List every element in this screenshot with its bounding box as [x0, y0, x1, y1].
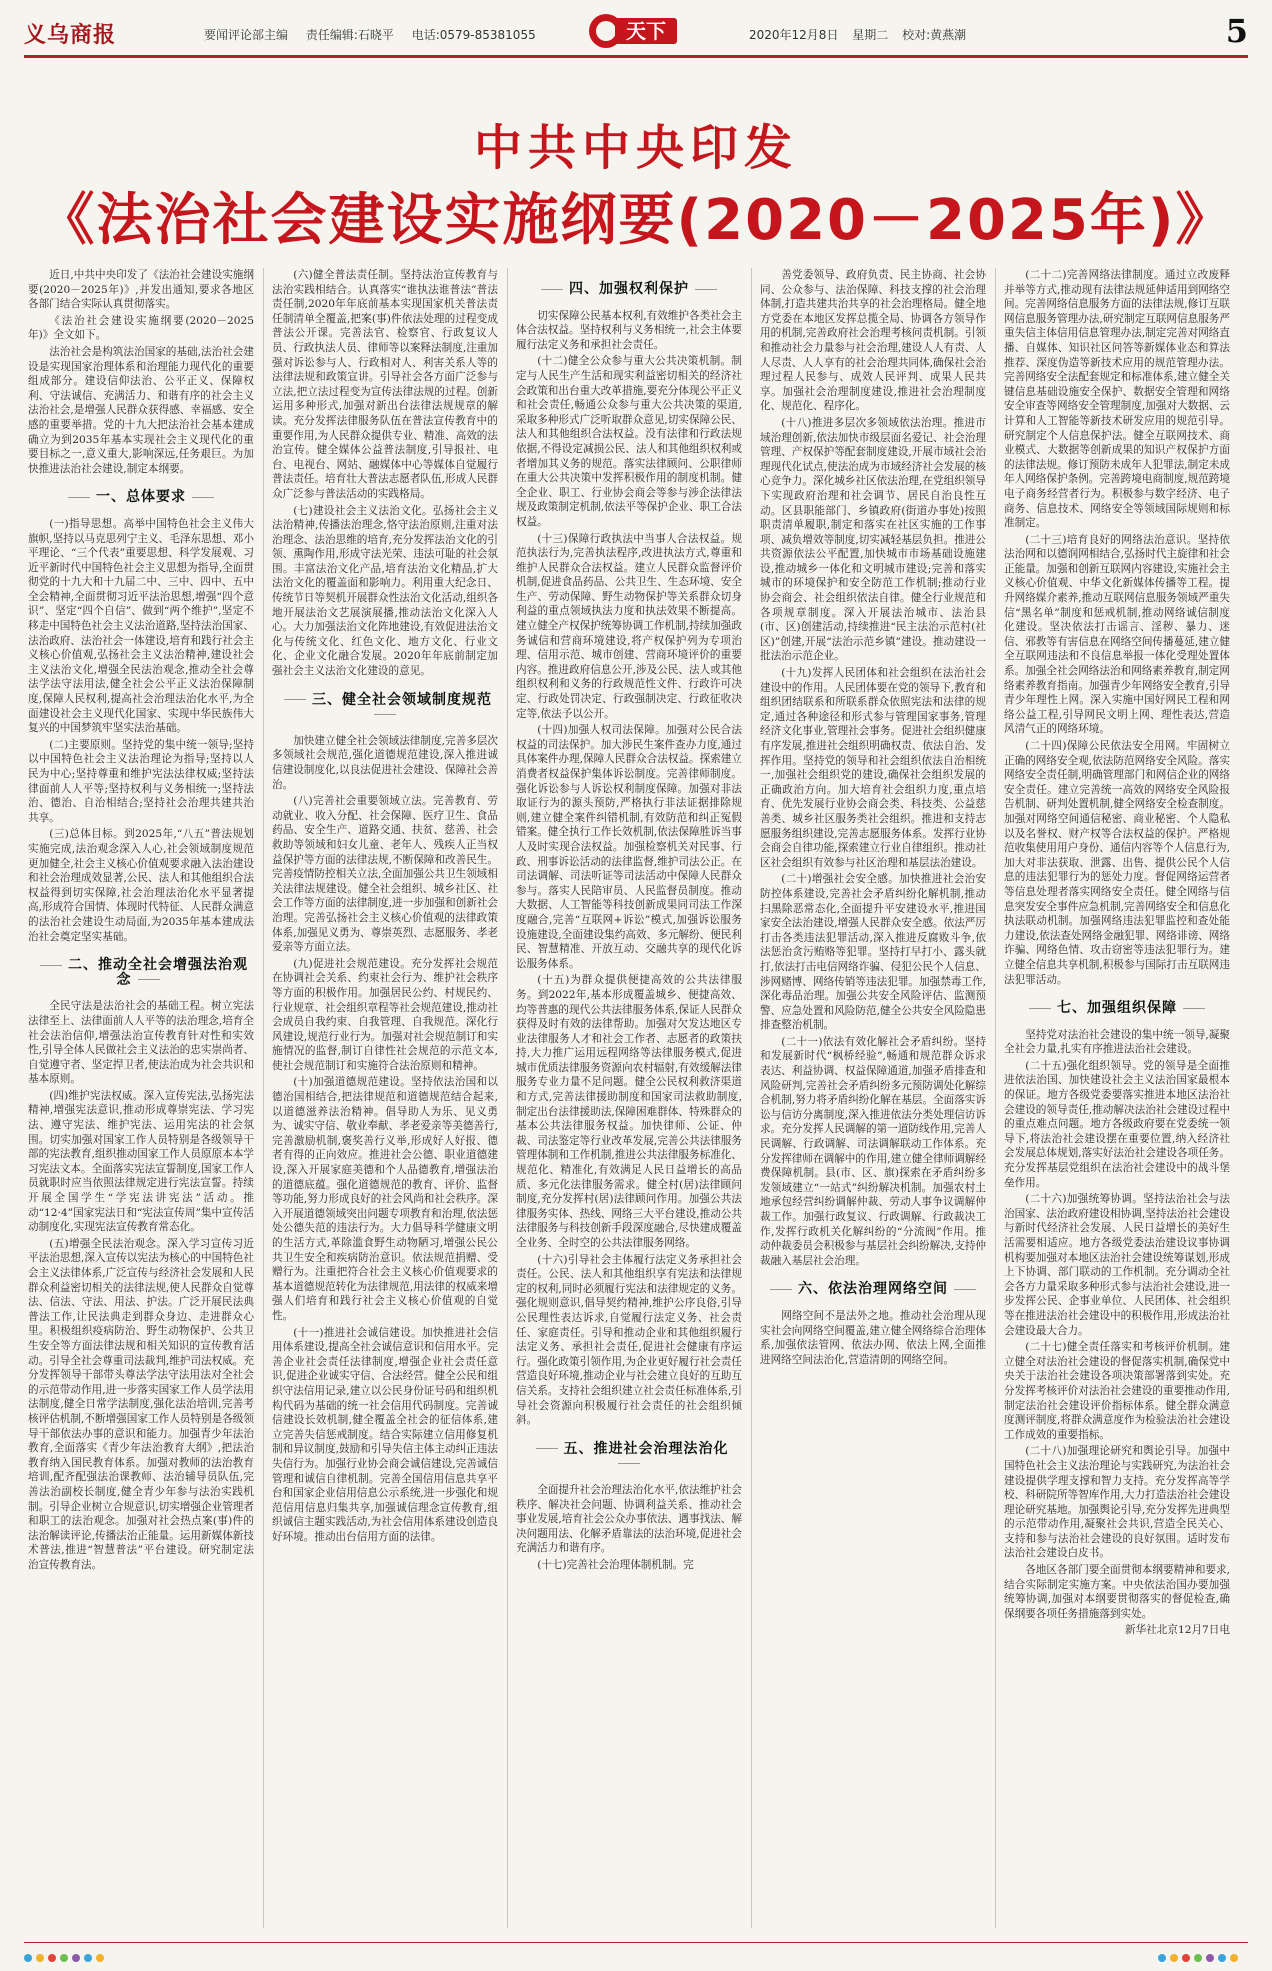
decorative-dot: [96, 1954, 104, 1962]
body-paragraph: (十九)发挥人民团体和社会组织在法治社会建设中的作用。人民团体要在党的领导下,教育和组织团结联系和所联系群众依照宪法和法律的规定,通过各种途径和形式参与管理国家事务,管理经济文化事业,管理社会事务。促进社会组织健康有序发展,推进社会组织明确权责、依法自治、发挥作用。坚持党的领导和社会组织依法自治相统一,加强社会组织党的建设,确保社会组织发展的正确政治方向。加大培育社会组织力度,重点培育、优先发展行业协会商会类、科技类、公益慈善类、城乡社区服务类社会组织。推进和支持志愿服务组织建设,完善志愿服务体系。发挥行业协会商会自律功能,探索建立行业自律组织。推动社区社会组织有效参与社区治理和基层法治建设。: [760, 667, 986, 869]
body-paragraph: (二十六)加强统筹协调。坚持法治社会与法治国家、法治政府建设相协调,坚持法治社会建设与新时代经济社会发展、人民日益增长的美好生活需要相适应。地方各级党委法治建设议事协调机构要加强对本地区法治社会建设统筹谋划,形成上下协调、部门联动的工作机制。充分调动全社会各方力量采取多种形式参与法治社会建设,进一步发挥公民、企事业单位、人民团体、社会组织等在推进法治社会建设中的积极作用,形成法治社会建设最大合力。: [1004, 1193, 1230, 1337]
body-paragraph: (十)加强道德规范建设。坚持依法治国和以德治国相结合,把法律规范和道德规范结合起来,以道德滋养法治精神。倡导助人为乐、见义勇为、诚实守信、敬业奉献、孝老爱亲等美德善行,完善激励机制,褒奖善行义举,形成好人好报、德者有得的正向效应。推进社会公德、职业道德建设,深入开展家庭美德和个人品德教育,增强法治的道德底蕴。强化道德规范的教育、评价、监督等功能,努力形成良好的社会风尚和社会秩序。深入开展道德领域突出问题专项教育和治理,依法惩处公德失范的违法行为。大力倡导科学健康文明的生活方式,革除滥食野生动物陋习,增强公民公共卫生安全和疾病防治意识。依法规范捐赠、受赠行为。注重把符合社会主义核心价值观要求的基本道德规范转化为法律规范,用法律的权威来增强人们培育和践行社会主义核心价值观的自觉性。: [272, 1076, 498, 1322]
header-date-info: [749, 26, 976, 43]
section-heading: 五、推进社会治理法治化: [516, 1442, 742, 1471]
body-paragraph: 善党委领导、政府负责、民主协商、社会协同、公众参与、法治保障、科技支撑的社会治理体制,打造共建共治共享的社会治理格局。健全地方党委在本地区发挥总揽全局、协调各方领导作用的机制,完善政府社会治理考核问责机制。引领和推动社会力量参与社会治理,建设人人有责、人人尽责、人人享有的社会治理共同体,确保社会治理过程人民参与、成效人民评判、成果人民共享。加强社会治理制度建设,推进社会治理制度化、规范化、程序化。: [760, 269, 986, 413]
body-paragraph: (十二)健全公众参与重大公共决策机制。制定与人民生产生活和现实利益密切相关的经济社会政策和出台重大改革措施,要充分体现公平正义和社会责任,畅通公众参与重大公共决策的渠道,采取多种形式广泛听取群众意见,切实保障公民、法人和其他组织合法权益。没有法律和行政法规依据,不得设定减损公民、法人和其他组织权利或者增加其义务的规范。落实法律顾问、公职律师在重大公共决策中发挥积极作用的制度机制。健全企业、职工、行业协会商会等参与涉企法律法规及政策制定机制,依法平等保护企业、职工合法权益。: [516, 355, 742, 528]
decorative-dot: [84, 1954, 92, 1962]
decorative-dot: [36, 1954, 44, 1962]
section-label: 天下: [615, 18, 677, 44]
decorative-dot: [1158, 1954, 1166, 1962]
body-paragraph: (十五)为群众提供便捷高效的公共法律服务。到2022年,基本形成覆盖城乡、便捷高效、均等普惠的现代公共法律服务体系,保证人民群众获得及时有效的法律帮助。加强对欠发达地区专业法律服务人才和社会工作者、志愿者的政策扶持,大力推广运用远程网络等法律服务模式,促进城市优质法律服务资源向农村辐射,有效缓解法律服务专业力量不足问题。健全公民权利救济渠道和方式,完善法律援助制度和国家司法救助制度,制定出台法律援助法,保障困难群体、特殊群众的基本公共法律服务权益。加快律师、公证、仲裁、司法鉴定等行业改革发展,完善公共法律服务管理体制和工作机制,推进公共法律服务标准化、规范化、精准化,有效满足人民日益增长的高品质、多元化法律服务需求。健全村(居)法律顾问制度,充分发挥村(居)法律顾问作用。加强公共法律服务实体、热线、网络三大平台建设,推动公共法律服务与科技创新手段深度融合,尽快建成覆盖全业务、全时空的公共法律服务网络。: [516, 974, 742, 1249]
text-column: [516, 268, 742, 1928]
body-paragraph: (二十二)完善网络法律制度。通过立改废释并举等方式,推动现有法律法规延伸适用到网络空间。完善网络信息服务方面的法律法规,修订互联网信息服务管理办法,研究制定互联网信息服务严重失信主体信用信息管理办法,制定完善对网络直播、自媒体、知识社区问答等新媒体业态和算法推荐、深度伪造等新技术应用的规范管理办法。完善网络安全法配套规定和标准体系,建立健全关键信息基础设施安全保护、数据安全管理和网络安全审查等网络安全管理制度,加强对大数据、云计算和人工智能等新技术研发应用的规范引导。研究制定个人信息保护法。健全互联网技术、商业模式、大数据等创新成果的知识产权保护方面的法律法规。修订预防未成年人犯罪法,制定未成年人网络保护条例。完善跨境电商制度,规范跨境电子商务经营者行为。积极参与数字经济、电子商务、信息技术、网络安全等领域国际规则和标准制定。: [1004, 269, 1230, 530]
editor-credit: 要闻评论部主编: [204, 28, 289, 42]
section-heading: 四、加强权利保护: [516, 282, 742, 297]
proofreader-credit: 校对:黄燕潮: [902, 28, 967, 42]
body-paragraph: (六)健全普法责任制。坚持法治宣传教育与法治实践相结合。认真落实“谁执法谁普法”普法责任制,2020年年底前基本实现国家机关普法责任制清单全覆盖,把案(事)件依法处理的过程变成普法公开课。完善法官、检察官、行政复议人员、行政执法人员、律师等以案释法制度,注重加强对诉讼参与人、行政相对人、利害关系人等的法律法规和政策宣讲。引导社会各方面广泛参与立法,把立法过程变为宣传法律法规的过程。创新运用多种形式,加强对新出台法律法规规章的解读。充分发挥法律服务队伍在普法宣传教育中的重要作用,为人民群众提供专业、精准、高效的法治宣传。健全媒体公益普法制度,引导报社、电台、电视台、网站、融媒体中心等媒体自觉履行普法责任。培育壮大普法志愿者队伍,形成人民群众广泛参与普法活动的实践格局。: [272, 269, 498, 500]
decorative-dot: [60, 1954, 68, 1962]
page-footer: [24, 1942, 1248, 1958]
section-heading: 一、总体要求: [28, 490, 254, 505]
article-body: [28, 268, 1244, 1928]
body-paragraph: (二十八)加强理论研究和舆论引导。加强中国特色社会主义法治理论与实践研究,为法治社会建设提供学理支撑和智力支持。充分发挥高等学校、科研院所等智库作用,大力打造法治社会建设理论研究基地。加强舆论引导,充分发挥先进典型的示范带动作用,凝聚社会共识,营造全民关心、支持和参与法治社会建设的良好氛围。适时发布法治社会建设白皮书。: [1004, 1445, 1230, 1560]
body-paragraph: 近日,中共中央印发了《法治社会建设实施纲要(2020－2025年)》,并发出通知,要求各地区各部门结合实际认真贯彻落实。: [28, 269, 254, 311]
header-divider: [24, 55, 1248, 58]
text-column: [760, 268, 986, 1928]
section-heading: 三、健全社会领域制度规范: [272, 693, 498, 722]
body-paragraph: (十六)引导社会主体履行法定义务承担社会责任。公民、法人和其他组织享有宪法和法律规定的权利,同时必须履行宪法和法律规定的义务。强化规则意识,倡导契约精神,维护公序良俗,引导公民理性表达诉求,自觉履行法定义务、社会责任、家庭责任。引导和推动企业和其他组织履行法定义务、承担社会责任,促进社会健康有序运行。强化政策引领作用,为企业更好履行社会责任营造良好环境,推动企业与社会建立良好的互助互信关系。支持社会组织建立社会责任标准体系,引导社会资源向积极履行社会责任的社会组织倾斜。: [516, 1253, 742, 1427]
body-paragraph: (二十五)强化组织领导。党的领导是全面推进依法治国、加快建设社会主义法治国家最根本的保证。地方各级党委要落实推进本地区法治社会建设的领导责任,推动解决法治社会建设过程中的重点难点问题。地方各级政府要在党委统一领导下,将法治社会建设摆在重要位置,纳入经济社会发展总体规划,落实好法治社会建设各项任务。充分发挥基层党组织在法治社会建设中的战斗堡垒作用。: [1004, 1059, 1230, 1189]
column-divider: [995, 268, 996, 1928]
body-paragraph: 加快建立健全社会领域法律制度,完善多层次多领域社会规范,强化道德规范建设,深入推进诚信建设制度化,以良法促进社会建设、保障社会善治。: [272, 734, 498, 791]
body-paragraph: 坚持党对法治社会建设的集中统一领导,凝聚全社会力量,扎实有序推进法治社会建设。: [1004, 1028, 1230, 1056]
decorative-dot: [1230, 1954, 1238, 1962]
body-paragraph: 网络空间不是法外之地。推动社会治理从现实社会向网络空间覆盖,建立健全网络综合治理体系,加强依法管网、依法办网、依法上网,全面推进网络空间法治化,营造清朗的网络空间。: [760, 1309, 986, 1366]
decorative-dot: [1182, 1954, 1190, 1962]
body-paragraph: 法治社会是构筑法治国家的基础,法治社会建设是实现国家治理体系和治理能力现代化的重要组成部分。建设信仰法治、公平正义、保障权利、守法诚信、充满活力、和谐有序的社会主义法治社会,是增强人民群众获得感、幸福感、安全感的重要举措。党的十九大把法治社会基本建成确立为到2035年基本实现社会主义现代化的重要目标之一,意义重大,影响深远,任务艰巨。为加快推进法治社会建设,制定本纲要。: [28, 345, 254, 475]
issue-date: 2020年12月8日: [749, 28, 839, 42]
decorative-dot: [48, 1954, 56, 1962]
body-paragraph: (二十七)健全责任落实和考核评价机制。建立健全对法治社会建设的督促落实机制,确保党中央关于法治社会建设各项决策部署落到实处。充分发挥考核评价对法治社会建设的重要推动作用,制定法治社会建设评价指标体系。健全群众满意度测评制度,将群众满意度作为检验法治社会建设工作成效的重要指标。: [1004, 1341, 1230, 1441]
section-heading: 七、加强组织保障: [1004, 1001, 1230, 1016]
body-paragraph: (二)主要原则。坚持党的集中统一领导;坚持以中国特色社会主义法治理论为指导;坚持以人民为中心;坚持尊重和维护宪法法律权威;坚持法律面前人人平等;坚持权利与义务相统一;坚持法治、德治、自治相结合;坚持社会治理共建共治共享。: [28, 738, 254, 824]
decorative-dot: [24, 1954, 32, 1962]
body-paragraph: (二十三)培育良好的网络法治意识。坚持依法治网和以德润网相结合,弘扬时代主旋律和社会正能量。加强和创新互联网内容建设,实施社会主义核心价值观、中华文化新媒体传播等工程。提升网络媒介素养,推动互联网信息服务领域严重失信“黑名单”制度和惩戒机制,推动网络诚信制度化建设。坚决依法打击谣言、淫秽、暴力、迷信、邪教等有害信息在网络空间传播蔓延,建立健全互联网违法和不良信息举报一体化受理处置体系。加强全社会网络法治和网络素养教育,制定网络素养教育指南。加强青少年网络安全教育,引导青少年理性上网。深入实施中国好网民工程和网络公益工程,引导网民文明上网、理性表达,营造风清气正的网络环境。: [1004, 533, 1230, 736]
masthead-logo: 义乌商报: [24, 22, 117, 48]
color-dots-left: [24, 1947, 114, 1957]
body-paragraph: (八)完善社会重要领域立法。完善教育、劳动就业、收入分配、社会保障、医疗卫生、食品药品、安全生产、道路交通、扶贫、慈善、社会救助等领域和妇女儿童、老年人、残疾人正当权益保护等方面的法律法规,不断保障和改善民生。完善疫情防控相关立法,全面加强公共卫生领域相关法律法规建设。健全社会组织、城乡社区、社会工作等方面的法律制度,进一步加强和创新社会治理。完善弘扬社会主义核心价值观的法律政策体系,加强见义勇为、尊崇英烈、志愿服务、孝老爱亲等方面立法。: [272, 795, 498, 954]
body-paragraph: (一)指导思想。高举中国特色社会主义伟大旗帜,坚持以马克思列宁主义、毛泽东思想、邓小平理论、“三个代表”重要思想、科学发展观、习近平新时代中国特色社会主义思想为指导,全面贯彻党的十九大和十九届二中、三中、四中、五中全会精神,全面贯彻习近平法治思想,增强“四个意识”、坚定“四个自信”、做到“两个维护”,坚定不移走中国特色社会主义法治道路,坚持法治国家、法治政府、法治社会一体建设,培育和践行社会主义核心价值观,弘扬社会主义法治精神,建设社会主义法治文化,增强全民法治观念,推动全社会尊法学法守法用法,健全社会公平正义法治保障制度,保障人民权利,提高社会治理法治化水平,为全面建设社会主义现代化国家、实现中华民族伟大复兴的中国梦筑牢坚实法治基础。: [28, 517, 254, 735]
header-credits: [204, 26, 550, 43]
body-paragraph: (九)促进社会规范建设。充分发挥社会规范在协调社会关系、约束社会行为、维护社会秩序等方面的积极作用。加强居民公约、村规民约、行业规章、社会组织章程等社会规范建设,推动社会成员自我约束、自我管理、自我规范。深化行风建设,规范行业行为。加强对社会规范制订和实施情况的监督,制订自律性社会规范的示范文本,使社会规范制订和实施符合法治原则和精神。: [272, 957, 498, 1072]
issue-weekday: 星期二: [852, 28, 889, 42]
body-paragraph: 切实保障公民基本权利,有效维护各类社会主体合法权益。坚持权利与义务相统一,社会主体要履行法定义务和承担社会责任。: [516, 309, 742, 351]
body-paragraph: 《法治社会建设实施纲要(2020－2025年)》全文如下。: [28, 314, 254, 342]
body-paragraph: (十三)保障行政执法中当事人合法权益。规范执法行为,完善执法程序,改进执法方式,尊重和维护人民群众合法权益。建立人民群众监督评价机制,促进食品药品、公共卫生、生态环境、安全生产、劳动保障、野生动物保护等关系群众切身利益的重点领域执法力度和执法效果不断提高。建立健全产权保护统筹协调工作机制,持续加强政务诚信和营商环境建设,将产权保护列为专项治理、信用示范、城市创建、营商环境评价的重要内容。推进政府信息公开,涉及公民、法人或其他组织权利和义务的行政规范性文件、行政许可决定、行政处罚决定、行政强制决定、行政征收决定等,依法予以公开。: [516, 532, 742, 720]
body-paragraph: (二十一)依法有效化解社会矛盾纠纷。坚持和发展新时代“枫桥经验”,畅通和规范群众诉求表达、利益协调、权益保障通道,加强矛盾排查和风险研判,完善社会矛盾纠纷多元预防调处化解综合机制,努力将矛盾纠纷化解在基层。全面落实诉讼与信访分离制度,深入推进依法分类处理信访诉求。充分发挥人民调解的第一道防线作用,完善人民调解、行政调解、司法调解联动工作体系。充分发挥律师在调解中的作用,建立健全律师调解经费保障机制。县(市、区、旗)探索在矛盾纠纷多发领域建立“一站式”纠纷解决机制。加强农村土地承包经营纠纷调解仲裁、劳动人事争议调解仲裁工作。加强行政复议、行政调解、行政裁决工作,发挥行政机关化解纠纷的“分流阀”作用。推动仲裁委员会积极参与基层社会纠纷解决,支持仲裁融入基层社会治理。: [760, 1035, 986, 1267]
column-divider: [263, 268, 264, 1928]
text-column: [28, 268, 254, 1928]
decorative-dot: [72, 1954, 80, 1962]
decorative-dot: [1206, 1954, 1214, 1962]
body-paragraph: 全面提升社会治理法治化水平,依法维护社会秩序、解决社会问题、协调利益关系、推动社会事业发展,培育社会公众办事依法、遇事找法、解决问题用法、化解矛盾靠法的法治环境,促进社会充满活力和谐有序。: [516, 1483, 742, 1555]
page-header: [24, 14, 1248, 54]
page-number: 5: [1225, 12, 1248, 50]
footer-divider: [24, 1942, 1248, 1943]
article-byline: 新华社北京12月7日电: [1125, 1624, 1230, 1637]
body-paragraph: 各地区各部门要全面贯彻本纲要精神和要求,结合实际制定实施方案。中央依法治国办要加强统筹协调,加强对本纲要贯彻落实的督促检查,确保纲要各项任务措施落到实处。: [1004, 1564, 1230, 1620]
decorative-dot: [1194, 1954, 1202, 1962]
decorative-dot: [1218, 1954, 1226, 1962]
body-paragraph: (三)总体目标。到2025年,“八五”普法规划实施完成,法治观念深入人心,社会领域制度规范更加健全,社会主义核心价值观要求融入法治建设和社会治理成效显著,公民、法人和其他组织合法权益得到切实保障,社会治理法治化水平显著提高,形成符合国情、体现时代特征、人民群众满意的法治社会建设生动局面,为2035年基本建成法治社会奠定坚实基础。: [28, 828, 254, 943]
body-paragraph: (十四)加强人权司法保障。加强对公民合法权益的司法保护。加大涉民生案件查办力度,通过具体案件办理,保障人民群众合法权益。探索建立消费者权益保护集体诉讼制度。完善律师制度。强化诉讼参与人诉讼权利制度保障。加强对非法取证行为的源头预防,严格执行非法证据排除规则,建立健全案件纠错机制,有效防范和纠正冤假错案。健全执行工作长效机制,依法保障胜诉当事人及时实现合法权益。加强检察机关对民事、行政、刑事诉讼活动的法律监督,维护司法公正。在司法调解、司法听证等司法活动中保障人民群众参与。落实人民陪审员、人民监督员制度。推动大数据、人工智能等科技创新成果同司法工作深度融合,完善“互联网+诉讼”模式,加强诉讼服务设施建设,全面建设集约高效、多元解纷、便民利民、智慧精准、开放互动、交融共享的现代化诉讼服务体系。: [516, 724, 742, 970]
article-headline: [24, 120, 1248, 256]
column-divider: [507, 268, 508, 1928]
headline-title: 《法治社会建设实施纲要(2020－2025年)》: [38, 188, 1234, 253]
body-paragraph: 全民守法是法治社会的基础工程。树立宪法法律至上、法律面前人人平等的法治理念,培育全社会法治信仰,增强法治宣传教育针对性和实效性,引导全体人民做社会主义法治的忠实崇尚者、自觉遵守者、坚定捍卫者,使法治成为社会共识和基本原则。: [28, 1000, 254, 1086]
text-column: [272, 268, 498, 1928]
body-paragraph: (二十四)保障公民依法安全用网。牢固树立正确的网络安全观,依法防范网络安全风险。落实网络安全责任制,明确管理部门和网信企业的网络安全责任。建立完善统一高效的网络安全风险报告机制、研判处置机制,健全网络安全检查制度。加强对网络空间通信秘密、商业秘密、个人隐私以及名誉权、财产权等合法权益的保护。严格规范收集使用用户身份、通信内容等个人信息行为,加大对非法获取、泄露、出售、提供公民个人信息的违法犯罪行为的惩处力度。督促网络运营者等信息处理者落实网络安全责任。健全网络与信息突发安全事件应急机制,完善网络安全和信息化执法联动机制。加强网络违法犯罪监控和查处能力建设,依法查处网络金融犯罪、网络诽谤、网络诈骗、网络色情、攻击窃密等违法犯罪行为。建立健全信息共享机制,积极参与国际打击互联网违法犯罪活动。: [1004, 740, 1230, 986]
text-column: [1004, 268, 1230, 1928]
body-paragraph: (七)建设社会主义法治文化。弘扬社会主义法治精神,传播法治理念,恪守法治原则,注重对法治理念、法治思维的培育,充分发挥法治文化的引领、熏陶作用,形成守法光荣、违法可耻的社会氛围。丰富法治文化产品,培育法治文化精品,扩大法治文化的覆盖面和影响力。利用重大纪念日、传统节日等契机开展群众性法治文化活动,组织各地开展法治文艺展演展播,推动法治文化深入人心。大力加强法治文化阵地建设,有效促进法治文化与传统文化、红色文化、地方文化、行业文化、企业文化融合发展。2020年年底前制定加强社会主义法治文化建设的意见。: [272, 504, 498, 678]
column-divider: [751, 268, 752, 1928]
body-paragraph: (十一)推进社会诚信建设。加快推进社会信用体系建设,提高全社会诚信意识和信用水平。完善企业社会责任法律制度,增强企业社会责任意识,促进企业诚实守信、合法经营。健全公民和组织守法信用记录,建立以公民身份证号码和组织机构代码为基础的统一社会信用代码制度。完善诚信建设长效机制,健全覆盖全社会的征信体系,建立完善失信惩戒制度。结合实际建立信用修复机制和异议制度,鼓励和引导失信主体主动纠正违法失信行为。加强行业协会商会诚信建设,完善诚信管理和诚信自律机制。完善全国信用信息共享平台和国家企业信用信息公示系统,进一步强化和规范信用信息归集共享,加强诚信理念宣传教育,组织诚信主题实践活动,为社会信用体系建设创造良好环境。推动出台信用方面的法律。: [272, 1326, 498, 1543]
color-dots-right: [1158, 1947, 1248, 1957]
section-heading: 二、推动全社会增强法治观念: [28, 958, 254, 987]
phone-credit: 电话:0579-85381055: [411, 28, 536, 42]
body-paragraph: (十七)完善社会治理体制机制。完: [537, 1558, 694, 1571]
body-paragraph: (十八)推进多层次多领域依法治理。推进市域治理创新,依法加快市级层面名爱记、社会治理管理、产权保护等配套制度建设,开展市域社会治理现代化试点,使法治成为市域经济社会发展的核心竞争力。深化城乡社区依法治理,在党组织领导下实现政府治理和社会调节、居民自治良性互动。区县职能部门、乡镇政府(街道办事处)按照职责清单履职,制定和落实在社区实施的工作事项、减负增效等制度,切实减轻基层负担。推进公共资源依法公平配置,加快城市市场基础设施建设,推动城乡一体化和文明城市建设;完善和落实城市的环境保护和安全防范工作机制;推动行业协会商会、社会组织依法自律。健全行业规范和各项规章制度。深入开展法治城市、法治县(市、区)创建活动,持续推进“民主法治示范村(社区)”创建,开展“法治示范乡镇”建设。推动建设一批法治示范企业。: [760, 416, 986, 663]
body-paragraph: (五)增强全民法治观念。深入学习宣传习近平法治思想,深入宣传以宪法为核心的中国特色社会主义法律体系,广泛宣传与经济社会发展和人民群众利益密切相关的法律法规,使人民群众自觉尊法、信法、守法、用法、护法。广泛开展民法典普法工作,让民法典走到群众身边、走进群众心里。积极组织疫病防治、野生动物保护、公共卫生安全等方面法律法规和相关知识的宣传教育活动。引导全社会尊重司法裁判,维护司法权威。充分发挥领导干部带头尊法学法守法用法对全社会的示范带动作用,进一步落实国家工作人员学法用法制度,健全日常学法制度,强化法治培训,完善考核评估机制,不断增强国家工作人员特别是各级领导干部依法办事的意识和能力。加强青少年法治教育,全面落实《青少年法治教育大纲》,把法治教育纳入国民教育体系。加强对教师的法治教育培训,配齐配强法治课教师、法治辅导员队伍,完善法治副校长制度,健全青少年参与法治实践机制。引导企业树立合规意识,切实增强企业管理者和职工的法治观念。加强对社会热点案(事)件的法治解读评论,传播法治正能量。运用新媒体新技术普法,推进“智慧普法”平台建设。研究制定法治宣传教育法。: [28, 1237, 254, 1571]
section-heading: 六、依法治理网络空间: [760, 1282, 986, 1297]
section-badge: [589, 14, 681, 48]
responsible-editor-credit: 责任编辑:石晓平: [305, 28, 394, 42]
body-paragraph: (四)维护宪法权威。深入宣传宪法,弘扬宪法精神,增强宪法意识,推动形成尊崇宪法、学习宪法、遵守宪法、维护宪法、运用宪法的社会氛围。切实加强对国家工作人员特别是各级领导干部的宪法教育,组织推动国家工作人员原原本本学习宪法文本。全面落实宪法宣誓制度,国家工作人员就职时应当依照法律规定进行宪法宣誓。持续开展全国学生“学宪法讲宪法”活动。推动“12·4”国家宪法日和“宪法宣传周”集中宣传活动制度化,实现宪法宣传教育常态化。: [28, 1089, 254, 1234]
headline-kicker: 中共中央印发: [473, 120, 798, 176]
decorative-dot: [1170, 1954, 1178, 1962]
body-paragraph: (二十)增强社会安全感。加快推进社会治安防控体系建设,完善社会矛盾纠纷化解机制,推动扫黑除恶常态化,全面提升平安建设水平,推进国家安全法治建设,增强人民群众安全感。依法严厉打击各类违法犯罪活动,深入推进反腐败斗争,依法惩治贪污贿赂等犯罪。坚持打早打小、露头就打,依法打击电信网络诈骗、侵犯公民个人信息、涉网赌博、网络传销等违法犯罪。加强禁毒工作,深化毒品治理。加强公共安全风险评估、监测预警、应急处置和风险防范,健全公共安全风险隐患排查整治机制。: [760, 873, 986, 1032]
